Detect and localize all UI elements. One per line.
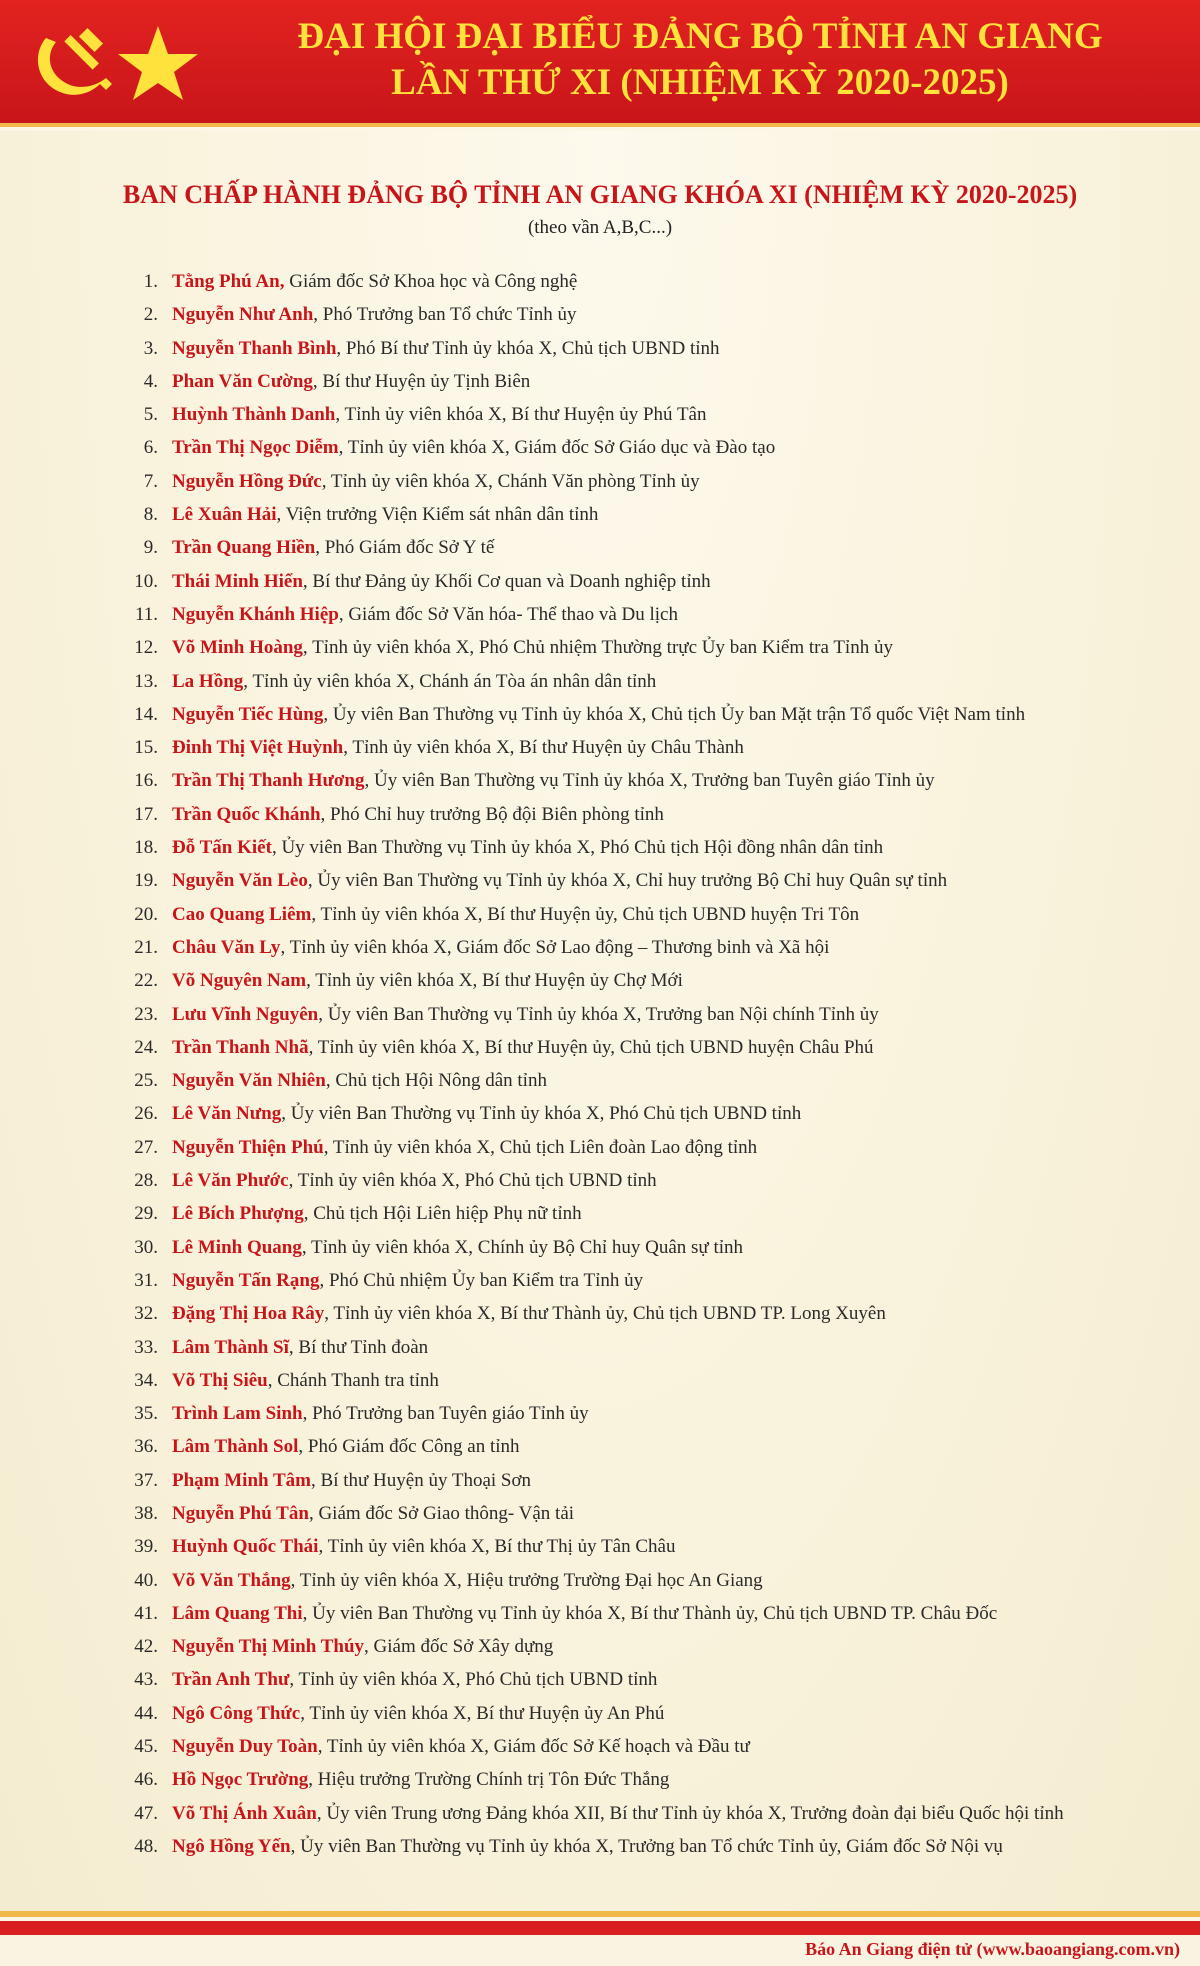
list-item — [108, 332, 1168, 365]
list-item — [108, 798, 1168, 831]
list-item — [108, 265, 1168, 298]
member-number: 27. — [134, 1136, 158, 1158]
member-role: , Phó Chủ nhiệm Ủy ban Kiểm tra Tỉnh ủy — [319, 1269, 644, 1291]
member-name: Đặng Thị Hoa Rây — [172, 1303, 325, 1325]
list-item — [108, 631, 1168, 664]
member-role: , Ủy viên Ban Thường vụ Tỉnh ủy khóa X, Bí thư Thành ủy, Chủ tịch UBND TP. Châu Đốc — [302, 1602, 998, 1624]
member-name: Võ Thị Siêu — [172, 1369, 268, 1391]
footer-red-stripe — [0, 1921, 1200, 1935]
member-name: Nguyễn Duy Toàn — [172, 1736, 318, 1758]
member-role: , Tỉnh ủy viên khóa X, Giám đốc Sở Lao động – Thương binh và Xã hội — [280, 936, 830, 958]
member-name: Võ Nguyên Nam — [172, 970, 307, 992]
member-number: 30. — [134, 1236, 158, 1258]
member-number: 16. — [134, 770, 158, 792]
member-number: 14. — [134, 703, 158, 725]
member-number: 2. — [143, 304, 158, 326]
member-number: 32. — [134, 1303, 158, 1325]
list-item — [108, 1830, 1168, 1863]
member-role: , Ủy viên Ban Thường vụ Tỉnh ủy khóa X, Trưởng ban Nội chính Tỉnh ủy — [318, 1003, 879, 1025]
member-number: 23. — [134, 1003, 158, 1025]
member-name: Nguyễn Tấn Rạng — [172, 1269, 320, 1291]
member-number: 5. — [143, 404, 158, 426]
member-name: Nguyễn Văn Nhiên — [172, 1070, 326, 1092]
member-name: Nguyễn Thiện Phú — [172, 1136, 324, 1158]
member-name: Lâm Thành Sĩ — [172, 1336, 289, 1358]
member-name: Võ Thị Ánh Xuân — [172, 1802, 317, 1824]
footer-gold-stripe — [0, 1911, 1200, 1917]
member-name: Lê Bích Phượng — [172, 1203, 304, 1225]
member-role: , Tỉnh ủy viên khóa X, Bí thư Huyện ủy, Chủ tịch UBND huyện Tri Tôn — [311, 903, 860, 925]
list-item — [108, 1797, 1168, 1830]
member-role: , Phó Trưởng ban Tuyên giáo Tỉnh ủy — [302, 1403, 589, 1425]
member-name: Cao Quang Liêm — [172, 903, 312, 925]
member-number: 31. — [134, 1269, 158, 1291]
list-item — [108, 698, 1168, 731]
member-role: , Ủy viên Ban Thường vụ Tỉnh ủy khóa X, Phó Chủ tịch UBND tỉnh — [281, 1103, 802, 1125]
list-item — [108, 1064, 1168, 1097]
member-role: , Bí thư Huyện ủy Tịnh Biên — [312, 370, 531, 392]
hammer-sickle-icon — [38, 28, 112, 95]
list-item — [108, 1031, 1168, 1064]
member-role: , Tỉnh ủy viên khóa X, Chánh án Tòa án nhân dân tỉnh — [243, 670, 657, 692]
member-role: , Hiệu trưởng Trường Chính trị Tôn Đức Thắng — [308, 1769, 670, 1791]
list-item — [108, 931, 1168, 964]
member-name: Tằng Phú An, — [172, 271, 285, 292]
member-role: , Phó Trưởng ban Tổ chức Tỉnh ủy — [313, 304, 577, 326]
congress-title — [220, 14, 1180, 106]
list-item — [108, 531, 1168, 564]
header-banner — [0, 0, 1200, 127]
member-name: Châu Văn Ly — [172, 936, 281, 958]
footer — [0, 1911, 1200, 1966]
list-item — [108, 1564, 1168, 1597]
list-item — [108, 1430, 1168, 1463]
member-number: 21. — [134, 936, 158, 958]
member-role: , Tỉnh ủy viên khóa X, Chánh Văn phòng Tỉnh ủy — [321, 470, 700, 492]
member-name: Lâm Thành Sol — [172, 1436, 299, 1458]
list-item — [108, 1663, 1168, 1696]
member-role: , Chủ tịch Hội Liên hiệp Phụ nữ tỉnh — [303, 1203, 582, 1225]
list-item — [108, 498, 1168, 531]
member-name: Huỳnh Thành Danh — [172, 404, 336, 426]
member-role: , Ủy viên Ban Thường vụ Tỉnh ủy khóa X, Chỉ huy trưởng Bộ Chỉ huy Quân sự tỉnh — [307, 870, 948, 892]
member-name: Nguyễn Thanh Bình — [172, 337, 337, 359]
member-role: , Tỉnh ủy viên khóa X, Chính ủy Bộ Chỉ huy Quân sự tỉnh — [301, 1236, 744, 1258]
list-item — [108, 1164, 1168, 1197]
member-role: , Tỉnh ủy viên khóa X, Bí thư Huyện ủy Phú Tân — [335, 404, 707, 426]
member-name: Trần Thị Thanh Hương — [172, 770, 365, 792]
member-name: Võ Văn Thắng — [172, 1569, 291, 1591]
member-role: , Tỉnh ủy viên khóa X, Phó Chủ tịch UBND tỉnh — [288, 1170, 657, 1192]
member-name: Trình Lam Sinh — [172, 1403, 303, 1425]
member-number: 26. — [134, 1103, 158, 1125]
member-role: , Tỉnh ủy viên khóa X, Giám đốc Sở Kế hoạch và Đầu tư — [317, 1736, 750, 1758]
member-role: , Tỉnh ủy viên khóa X, Bí thư Huyện ủy Chợ Mới — [306, 970, 683, 992]
list-item — [108, 831, 1168, 864]
list-item — [108, 764, 1168, 797]
member-number: 44. — [134, 1702, 158, 1724]
list-item — [108, 398, 1168, 431]
member-role: , Ủy viên Ban Thường vụ Tỉnh ủy khóa X, Phó Chủ tịch Hội đồng nhân dân tỉnh — [271, 837, 884, 859]
member-number: 35. — [134, 1403, 158, 1425]
star-icon — [118, 26, 198, 100]
member-number: 3. — [143, 337, 158, 359]
list-item — [108, 1763, 1168, 1796]
list-item — [108, 964, 1168, 997]
list-item — [108, 898, 1168, 931]
member-name: Nguyễn Hồng Đức — [172, 470, 322, 492]
member-number: 13. — [134, 670, 158, 692]
member-name: Hồ Ngọc Trường — [172, 1769, 309, 1791]
member-role: , Phó Bí thư Tỉnh ủy khóa X, Chủ tịch UBND tỉnh — [336, 337, 720, 359]
member-role: , Tỉnh ủy viên khóa X, Bí thư Huyện ủy, Chủ tịch UBND huyện Châu Phú — [308, 1036, 874, 1058]
member-name: Trần Thị Ngọc Diễm — [172, 437, 339, 459]
list-item — [108, 431, 1168, 464]
member-number: 28. — [134, 1170, 158, 1192]
member-number: 17. — [134, 803, 158, 825]
member-number: 24. — [134, 1036, 158, 1058]
member-name: Lê Minh Quang — [172, 1236, 302, 1258]
member-number: 33. — [134, 1336, 158, 1358]
member-name: Huỳnh Quốc Thái — [172, 1536, 319, 1558]
title-line-1: ĐẠI HỘI ĐẠI BIỂU ĐẢNG BỘ TỈNH AN GIANG — [297, 16, 1103, 57]
list-item — [108, 1297, 1168, 1330]
member-name: Phan Văn Cường — [172, 370, 313, 392]
member-number: 38. — [134, 1502, 158, 1524]
list-item — [108, 1264, 1168, 1297]
list-item — [108, 365, 1168, 398]
member-number: 25. — [134, 1070, 158, 1092]
member-name: Đinh Thị Việt Huỳnh — [172, 737, 344, 759]
member-role: , Phó Giám đốc Sở Y tế — [315, 537, 495, 559]
member-role: , Phó Chỉ huy trưởng Bộ đội Biên phòng tỉnh — [320, 803, 664, 825]
member-number: 41. — [134, 1602, 158, 1624]
member-number: 7. — [143, 470, 158, 492]
list-item — [108, 1397, 1168, 1430]
member-role: , Bí thư Huyện ủy Thoại Sơn — [311, 1469, 532, 1491]
member-role: , Tỉnh ủy viên khóa X, Bí thư Thành ủy, Chủ tịch UBND TP. Long Xuyên — [324, 1303, 886, 1325]
list-item — [108, 1131, 1168, 1164]
list-item — [108, 1097, 1168, 1130]
member-name: Võ Minh Hoàng — [172, 637, 303, 659]
member-number: 18. — [134, 837, 158, 859]
member-role: , Ủy viên Ban Thường vụ Tỉnh ủy khóa X, Trưởng ban Tổ chức Tỉnh ủy, Giám đốc Sở Nội vụ — [290, 1835, 1003, 1857]
member-name: Thái Minh Hiển — [172, 570, 303, 592]
member-role: , Bí thư Đảng ủy Khối Cơ quan và Doanh nghiệp tỉnh — [302, 570, 711, 592]
list-item — [108, 1331, 1168, 1364]
member-name: Trần Quang Hiền — [172, 537, 316, 559]
list-item — [108, 1464, 1168, 1497]
member-role: , Tỉnh ủy viên khóa X, Hiệu trưởng Trường Đại học An Giang — [290, 1569, 763, 1591]
list-item — [108, 298, 1168, 331]
member-role: , Tỉnh ủy viên khóa X, Bí thư Huyện ủy An Phú — [300, 1702, 665, 1724]
member-number: 6. — [143, 437, 158, 459]
list-item — [108, 998, 1168, 1031]
document-title: BAN CHẤP HÀNH ĐẢNG BỘ TỈNH AN GIANG KHÓA XI (NHIỆM KỲ 2020-2025) — [122, 180, 1078, 209]
member-number: 34. — [134, 1369, 158, 1391]
member-name: Nguyễn Văn Lèo — [172, 870, 308, 892]
member-role: , Tỉnh ủy viên khóa X, Bí thư Huyện ủy Châu Thành — [343, 737, 744, 759]
member-name: Trần Thanh Nhã — [172, 1036, 309, 1058]
party-emblem — [28, 18, 198, 108]
list-item — [108, 465, 1168, 498]
member-number: 48. — [134, 1835, 158, 1857]
member-number: 12. — [134, 637, 158, 659]
member-number: 8. — [143, 504, 158, 526]
member-role: , Giám đốc Sở Văn hóa- Thể thao và Du lịch — [338, 603, 678, 625]
member-number: 1. — [143, 271, 158, 292]
member-role: , Viện trưởng Viện Kiểm sát nhân dân tỉnh — [276, 504, 599, 526]
member-number: 37. — [134, 1469, 158, 1491]
member-role: Giám đốc Sở Khoa học và Công nghệ — [284, 271, 578, 292]
member-role: , Tỉnh ủy viên khóa X, Chủ tịch Liên đoàn Lao động tỉnh — [323, 1136, 758, 1158]
title-line-2: LẦN THỨ XI (NHIỆM KỲ 2020-2025) — [391, 62, 1009, 103]
member-role: , Bí thư Tỉnh đoàn — [288, 1336, 429, 1358]
member-number: 45. — [134, 1736, 158, 1758]
member-number: 42. — [134, 1636, 158, 1658]
member-role: , Tỉnh ủy viên khóa X, Giám đốc Sở Giáo dục và Đào tạo — [338, 437, 776, 459]
list-item — [108, 731, 1168, 764]
member-role: , Giám đốc Sở Xây dựng — [364, 1636, 554, 1658]
footer-credit: Báo An Giang điện tử (www.baoangiang.com.vn) — [805, 1939, 1180, 1959]
member-name: Trần Quốc Khánh — [172, 803, 321, 825]
member-number: 9. — [143, 537, 158, 559]
member-number: 40. — [134, 1569, 158, 1591]
list-item — [108, 1497, 1168, 1530]
member-number: 46. — [134, 1769, 158, 1791]
list-item — [108, 1630, 1168, 1663]
member-number: 43. — [134, 1669, 158, 1691]
member-role: , Phó Giám đốc Công an tỉnh — [298, 1436, 520, 1458]
list-item — [108, 1231, 1168, 1264]
member-list — [108, 265, 1168, 1863]
list-item — [108, 665, 1168, 698]
list-item — [108, 1364, 1168, 1397]
list-item — [108, 565, 1168, 598]
member-role: , Tỉnh ủy viên khóa X, Phó Chủ tịch UBND tỉnh — [289, 1669, 658, 1691]
member-name: Ngô Công Thức — [172, 1702, 301, 1724]
member-name: Lâm Quang Thi — [172, 1602, 303, 1624]
member-role: , Chủ tịch Hội Nông dân tỉnh — [325, 1070, 547, 1092]
member-role: , Ủy viên Ban Thường vụ Tỉnh ủy khóa X, Trưởng ban Tuyên giáo Tỉnh ủy — [364, 770, 935, 792]
member-name: Ngô Hồng Yến — [172, 1835, 291, 1857]
list-item — [108, 598, 1168, 631]
member-name: Phạm Minh Tâm — [172, 1469, 312, 1491]
member-name: Lê Xuân Hải — [172, 504, 277, 526]
member-number: 29. — [134, 1203, 158, 1225]
member-name: Đỗ Tấn Kiết — [172, 837, 272, 859]
member-number: 39. — [134, 1536, 158, 1558]
member-name: Nguyễn Khánh Hiệp — [172, 603, 339, 625]
member-name: Nguyễn Tiếc Hùng — [172, 703, 324, 725]
member-role: , Tỉnh ủy viên khóa X, Bí thư Thị ủy Tân Châu — [318, 1536, 676, 1558]
member-role: , Ủy viên Ban Thường vụ Tỉnh ủy khóa X, Chủ tịch Ủy ban Mặt trận Tổ quốc Việt Nam tỉnh — [323, 703, 1026, 725]
member-role: , Tỉnh ủy viên khóa X, Phó Chủ nhiệm Thường trực Ủy ban Kiểm tra Tỉnh ủy — [302, 637, 893, 659]
list-item — [108, 1530, 1168, 1563]
member-role: , Giám đốc Sở Giao thông- Vận tải — [308, 1502, 575, 1524]
member-name: La Hồng — [172, 670, 244, 692]
document-subtitle: (theo vần A,B,C...) — [527, 217, 673, 238]
member-number: 19. — [134, 870, 158, 892]
list-item — [108, 1730, 1168, 1763]
member-name: Nguyễn Thị Minh Thúy — [172, 1636, 365, 1658]
list-item — [108, 1697, 1168, 1730]
member-number: 11. — [134, 603, 158, 625]
member-name: Trần Anh Thư — [172, 1669, 290, 1691]
member-number: 36. — [134, 1436, 158, 1458]
member-number: 15. — [134, 737, 158, 759]
member-role: , Chánh Thanh tra tỉnh — [267, 1369, 439, 1391]
member-number: 4. — [143, 370, 158, 392]
list-item — [108, 1597, 1168, 1630]
member-name: Nguyễn Như Anh — [172, 304, 314, 326]
list-item — [108, 864, 1168, 897]
member-name: Lưu Vĩnh Nguyên — [172, 1003, 319, 1025]
member-name: Nguyễn Phú Tân — [172, 1502, 309, 1524]
member-number: 10. — [134, 570, 158, 592]
member-number: 22. — [134, 970, 158, 992]
member-role: , Ủy viên Trung ương Đảng khóa XII, Bí thư Tỉnh ủy khóa X, Trưởng đoàn đại biểu Quốc hội tỉnh — [316, 1802, 1064, 1824]
member-name: Lê Văn Phước — [172, 1170, 289, 1192]
member-number: 20. — [134, 903, 158, 925]
member-number: 47. — [134, 1802, 158, 1824]
member-name: Lê Văn Nưng — [172, 1103, 282, 1125]
list-item — [108, 1197, 1168, 1230]
